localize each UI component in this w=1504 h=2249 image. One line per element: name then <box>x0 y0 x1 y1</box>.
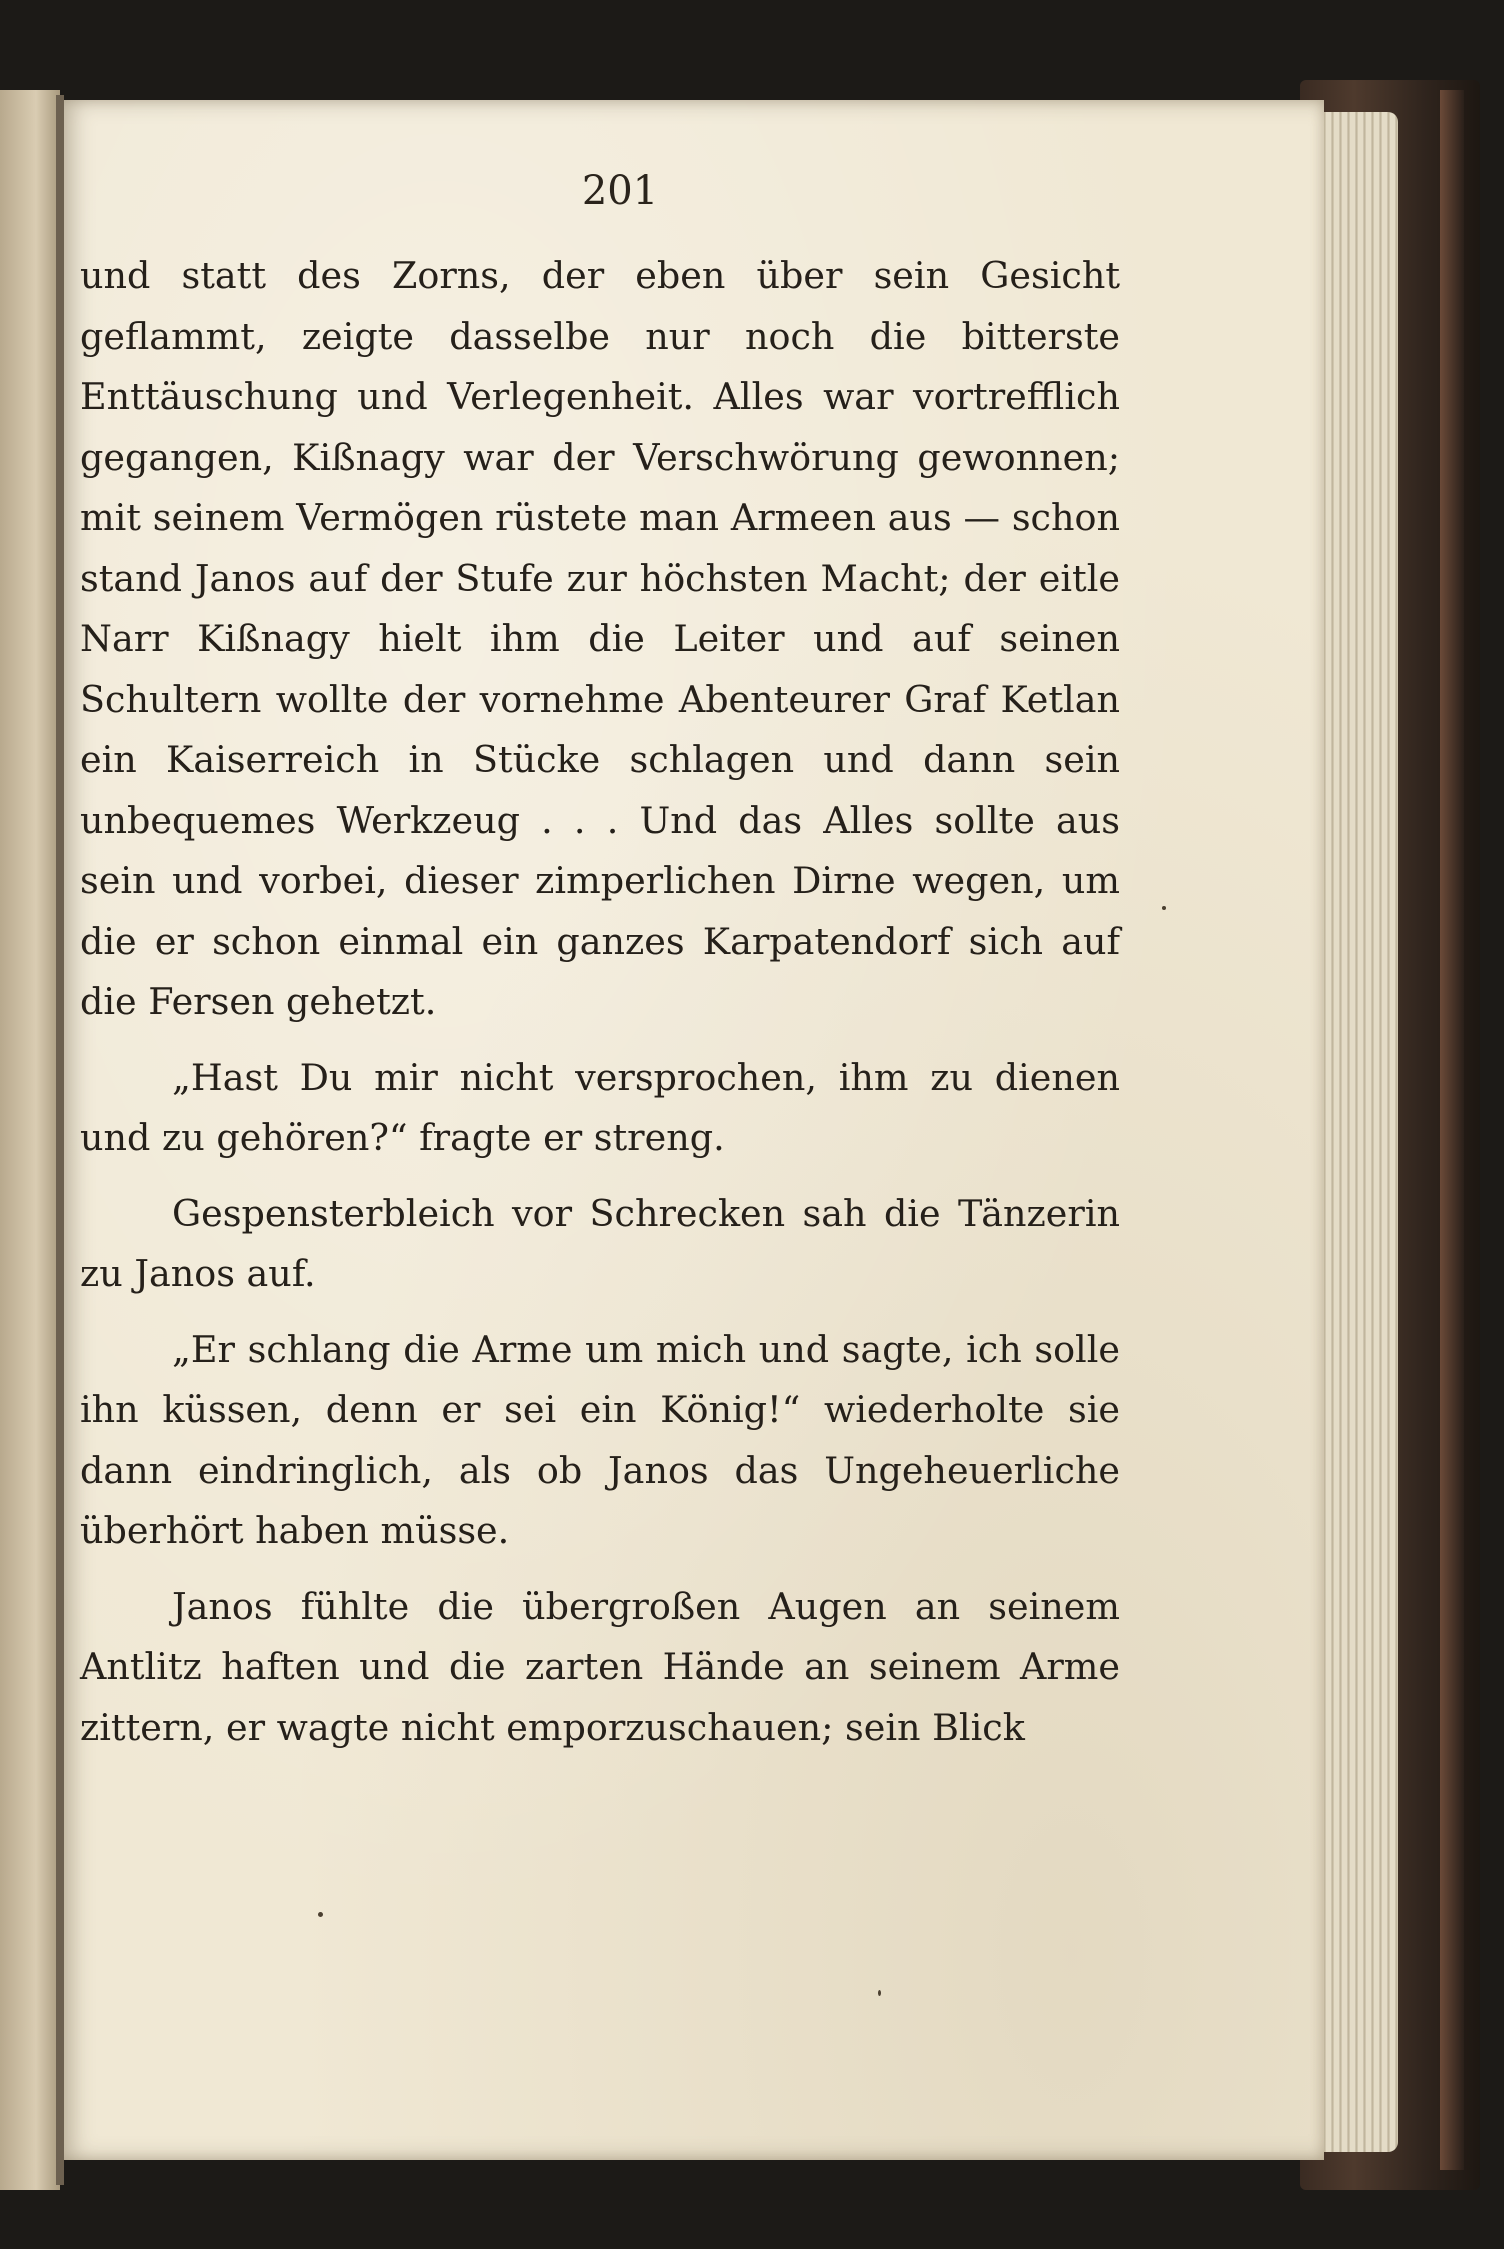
page-body-text <box>80 246 1120 1758</box>
stacked-page-edges <box>1318 112 1398 2152</box>
left-page-edge <box>0 90 60 2190</box>
page-number: 201 <box>581 168 659 214</box>
paragraph-5: Janos fühlte die übergroßen Augen an seinem Antlitz haften und die zarten Hände an seinem Arme zittern, er wagte nicht emporzuschauen; sein Blick <box>80 1584 1120 1749</box>
paper-speck <box>1162 906 1166 910</box>
paragraph-3: Gespensterbleich vor Schrecken sah die Tänzerin zu Janos auf. <box>80 1191 1120 1295</box>
paragraph-2: „Hast Du mir nicht versprochen, ihm zu dienen und zu gehören?“ fragte er streng. <box>80 1055 1120 1159</box>
page-gutter <box>56 95 64 2185</box>
paragraph-1: und statt des Zorns, der eben über sein Gesicht geflammt, zeigte dasselbe nur noch die bitterste Enttäuschung und Verlegenheit. Alles war vortrefflich gegangen, Kißnagy war der Verschwörung gewonnen; mit seinem Vermögen rüstete man Armeen aus — schon stand Janos auf der Stufe zur höchsten Macht; der eitle Narr Kißnagy hielt ihm die Leiter und auf seinen Schultern wollte der vornehme Abenteurer Graf Ketlan ein Kaiserreich in Stücke schlagen und dann sein unbequemes Werkzeug . . . Und das Alles sollte aus sein und vorbei, dieser zimperlichen Dirne wegen, um die er schon einmal ein ganzes Karpatendorf sich auf die Fersen gehetzt. <box>80 254 1120 1023</box>
paper-speck <box>318 1912 323 1917</box>
cover-edge <box>1440 90 1464 2170</box>
paper-speck <box>878 1990 881 1996</box>
paragraph-4: „Er schlang die Arme um mich und sagte, ich solle ihn küssen, denn er sei ein König!“ wiederholte sie dann eindringlich, als ob Janos das Ungeheuerliche überhört haben müsse. <box>80 1327 1120 1552</box>
